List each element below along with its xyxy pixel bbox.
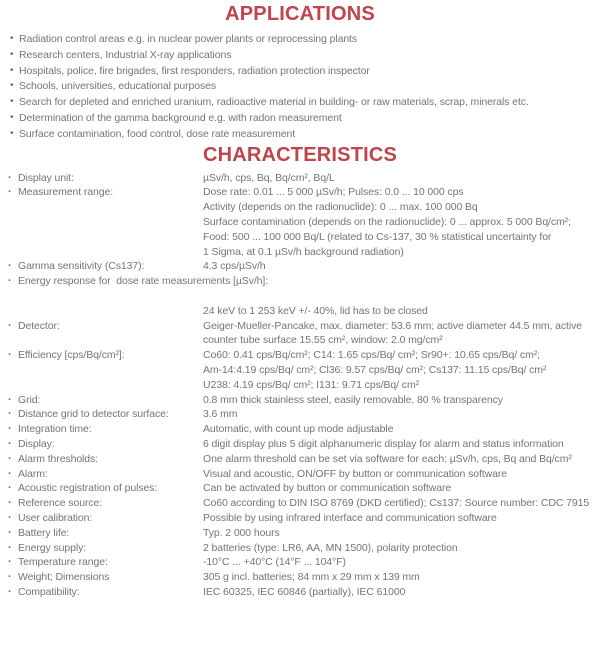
spec-value: Automatic, with count up mode adjustable bbox=[203, 423, 394, 436]
spec-label: Energy response for dose rate measurements [µSv/h]: bbox=[18, 275, 269, 288]
bullet-icon: • bbox=[10, 48, 14, 60]
spec-value: Am-14:4.19 cps/Bq/ cm²; Cl36: 9.57 cps/Bq/ cm²; Cs137: 11.15 cps/Bq/ cm² bbox=[203, 363, 547, 376]
spec-label: Weight; Dimensions bbox=[18, 571, 110, 584]
bullet-icon: · bbox=[8, 585, 12, 598]
bullet-icon: • bbox=[10, 64, 14, 76]
spec-label: Compatibility: bbox=[18, 585, 80, 598]
spec-row bbox=[0, 555, 600, 570]
spec-row bbox=[0, 319, 600, 349]
bullet-icon: · bbox=[8, 511, 12, 524]
applications-item-text: Schools, universities, educational purposes bbox=[19, 80, 217, 93]
bullet-icon: • bbox=[10, 80, 14, 92]
spec-label: Integration time: bbox=[18, 423, 92, 436]
spec-value: IEC 60325, IEC 60846 (partially), IEC 61000 bbox=[203, 585, 406, 598]
spec-row bbox=[0, 496, 600, 511]
spec-table bbox=[0, 171, 600, 600]
spec-row bbox=[0, 171, 600, 186]
spec-value bbox=[203, 289, 600, 304]
spec-values bbox=[203, 467, 600, 482]
spec-row bbox=[0, 259, 600, 274]
applications-item bbox=[0, 64, 600, 80]
spec-value: Co60 according to DIN ISO 8769 (DKD certified); Cs137: Source number: CDC 7915 bbox=[203, 497, 590, 510]
applications-item-text: Research centers, Industrial X-ray applications bbox=[19, 48, 232, 61]
bullet-icon: · bbox=[8, 467, 12, 480]
bullet-icon: · bbox=[8, 349, 12, 362]
spec-row bbox=[0, 570, 600, 585]
spec-values bbox=[203, 555, 600, 570]
spec-value: Food: 500 ... 100 000 Bq/L (related to Cs-137, 30 % statistical uncertainty for bbox=[203, 230, 552, 243]
spec-value: 4.3 cps/µSv/h bbox=[203, 260, 266, 273]
spec-values bbox=[203, 452, 600, 467]
bullet-icon: · bbox=[8, 571, 12, 584]
spec-value: Dose rate: 0.01 ... 5 000 µSv/h; Pulses: 0.0 ... 10 000 cps bbox=[203, 186, 464, 199]
spec-row bbox=[0, 393, 600, 408]
spec-label: Display: bbox=[18, 437, 55, 450]
spec-label: User calibration: bbox=[18, 511, 93, 524]
spec-label: Battery life: bbox=[18, 526, 70, 539]
spec-values bbox=[203, 185, 600, 259]
bullet-icon: · bbox=[8, 437, 12, 450]
applications-item bbox=[0, 95, 600, 111]
spec-row bbox=[0, 526, 600, 541]
bullet-icon: · bbox=[8, 260, 12, 273]
applications-item-text: Radiation control areas e.g. in nuclear power plants or reprocessing plants bbox=[19, 33, 358, 45]
bullet-icon: · bbox=[8, 526, 12, 539]
bullet-icon: · bbox=[8, 186, 12, 199]
spec-row bbox=[0, 511, 600, 526]
applications-item-text: Surface contamination, food control, dose rate measurement bbox=[19, 127, 296, 140]
spec-values bbox=[203, 526, 600, 541]
bullet-icon: · bbox=[8, 556, 12, 569]
applications-item bbox=[0, 127, 600, 143]
spec-value bbox=[203, 274, 600, 289]
bullet-icon: • bbox=[10, 127, 14, 139]
spec-value: Geiger-Mueller-Pancake, max. diameter: 53.6 mm; active diameter 44.5 mm, active bbox=[203, 319, 582, 332]
spec-value: 0.8 mm thick stainless steel, easily removable, 80 % transparency bbox=[203, 393, 503, 406]
spec-row bbox=[0, 452, 600, 467]
spec-row bbox=[0, 481, 600, 496]
spec-row bbox=[0, 467, 600, 482]
spec-values bbox=[203, 171, 600, 186]
spec-values bbox=[203, 393, 600, 408]
spec-value: 1 Sigma, at 0.1 µSv/h background radiation) bbox=[203, 245, 404, 258]
bullet-icon: · bbox=[8, 408, 12, 421]
bullet-icon: · bbox=[8, 452, 12, 465]
spec-value: Co60: 0.41 cps/Bq/cm²; C14: 1.65 cps/Bq/ cm²; Sr90+: 10.65 cps/Bq/ cm²; bbox=[203, 349, 540, 362]
spec-values bbox=[203, 422, 600, 437]
spec-value: Can be activated by button or communication software bbox=[203, 482, 452, 495]
spec-label: Energy supply: bbox=[18, 541, 87, 554]
spec-label: Acoustic registration of pulses: bbox=[18, 482, 158, 495]
spec-value: One alarm threshold can be set via software for each: µSv/h, cps, Bq and Bq/cm² bbox=[203, 452, 572, 465]
spec-values bbox=[203, 496, 600, 511]
spec-row bbox=[0, 185, 600, 259]
spec-value: U238: 4.19 cps/Bq/ cm²; I131: 9.71 cps/Bq/ cm² bbox=[203, 378, 420, 391]
spec-value: Activity (depends on the radionuclide): 0 ... max. 100 000 Bq bbox=[203, 201, 478, 214]
applications-item-text: Hospitals, police, fire brigades, first responders, radiation protection inspector bbox=[19, 64, 370, 77]
bullet-icon: • bbox=[10, 111, 14, 123]
spec-value: 3.6 mm bbox=[203, 408, 238, 421]
spec-values bbox=[203, 511, 600, 526]
spec-label: Alarm: bbox=[18, 467, 48, 480]
characteristics-section bbox=[0, 143, 600, 600]
spec-value: Typ. 2 000 hours bbox=[203, 526, 280, 539]
spec-values bbox=[203, 481, 600, 496]
spec-value: µSv/h, cps, Bq, Bq/cm², Bq/L bbox=[203, 171, 335, 184]
spec-values bbox=[203, 274, 600, 318]
spec-row bbox=[0, 585, 600, 600]
spec-row bbox=[0, 541, 600, 556]
spec-values bbox=[203, 541, 600, 556]
bullet-icon: · bbox=[8, 423, 12, 436]
spec-values bbox=[203, 570, 600, 585]
applications-title: APPLICATIONS bbox=[225, 3, 375, 25]
spec-label: Distance grid to detector surface: bbox=[18, 408, 169, 421]
applications-item-text: Determination of the gamma background e.g. with radon measurement bbox=[19, 111, 342, 124]
bullet-icon: • bbox=[10, 33, 14, 44]
applications-list bbox=[0, 32, 600, 143]
spec-values bbox=[203, 259, 600, 274]
applications-item bbox=[0, 111, 600, 127]
applications-item bbox=[0, 79, 600, 95]
bullet-icon: · bbox=[8, 319, 12, 332]
spec-value: counter tube surface 15.55 cm², window: 2.0 mg/cm² bbox=[203, 334, 443, 347]
bullet-icon: · bbox=[8, 482, 12, 495]
spec-value: 305 g incl. batteries; 84 mm x 29 mm x 139 mm bbox=[203, 571, 420, 584]
bullet-icon: · bbox=[8, 275, 12, 288]
spec-label: Alarm thresholds: bbox=[18, 452, 98, 465]
bullet-icon: · bbox=[8, 393, 12, 406]
spec-label: Reference source: bbox=[18, 497, 103, 510]
spec-values bbox=[203, 348, 600, 392]
applications-section bbox=[0, 2, 600, 143]
applications-item bbox=[0, 32, 600, 48]
spec-label: Grid: bbox=[18, 393, 41, 406]
applications-item bbox=[0, 48, 600, 64]
spec-label: Measurement range: bbox=[18, 186, 114, 199]
bullet-icon: · bbox=[8, 497, 12, 510]
bullet-icon: • bbox=[10, 96, 14, 108]
spec-value: 2 batteries (type: LR6, AA, MN 1500), polarity protection bbox=[203, 541, 458, 554]
spec-values bbox=[203, 319, 600, 349]
spec-values bbox=[203, 585, 600, 600]
bullet-icon: · bbox=[8, 541, 12, 554]
spec-row bbox=[0, 422, 600, 437]
spec-values bbox=[203, 407, 600, 422]
characteristics-title: CHARACTERISTICS bbox=[202, 143, 398, 166]
applications-item-text: Search for depleted and enriched uranium, radioactive material in building- or raw materials, scrap, minerals etc. bbox=[19, 96, 529, 109]
spec-row bbox=[0, 348, 600, 392]
spec-label: Detector: bbox=[18, 319, 60, 332]
spec-value: -10°C ... +40°C (14°F ... 104°F) bbox=[203, 556, 346, 569]
spec-row bbox=[0, 407, 600, 422]
spec-label: Gamma sensitivity (Cs137): bbox=[18, 260, 145, 273]
spec-value: 6 digit display plus 5 digit alphanumeric display for alarm and status information bbox=[203, 437, 564, 450]
spec-value: Surface contamination (depends on the radionuclide): 0 ... approx. 5 000 Bq/cm²; bbox=[203, 215, 571, 228]
spec-value: 24 keV to 1 253 keV +/- 40%, lid has to be closed bbox=[203, 304, 428, 317]
spec-label: Display unit: bbox=[18, 171, 74, 184]
spec-row bbox=[0, 274, 600, 318]
spec-value: Possible by using infrared interface and communication software bbox=[203, 511, 497, 524]
bullet-icon: · bbox=[8, 171, 12, 184]
spec-value: Visual and acoustic, ON/OFF by button or communication software bbox=[203, 467, 507, 480]
spec-label: Temperature range: bbox=[18, 556, 108, 569]
spec-values bbox=[203, 437, 600, 452]
spec-label: Efficiency [cps/Bq/cm²]: bbox=[18, 349, 125, 362]
spec-row bbox=[0, 437, 600, 452]
